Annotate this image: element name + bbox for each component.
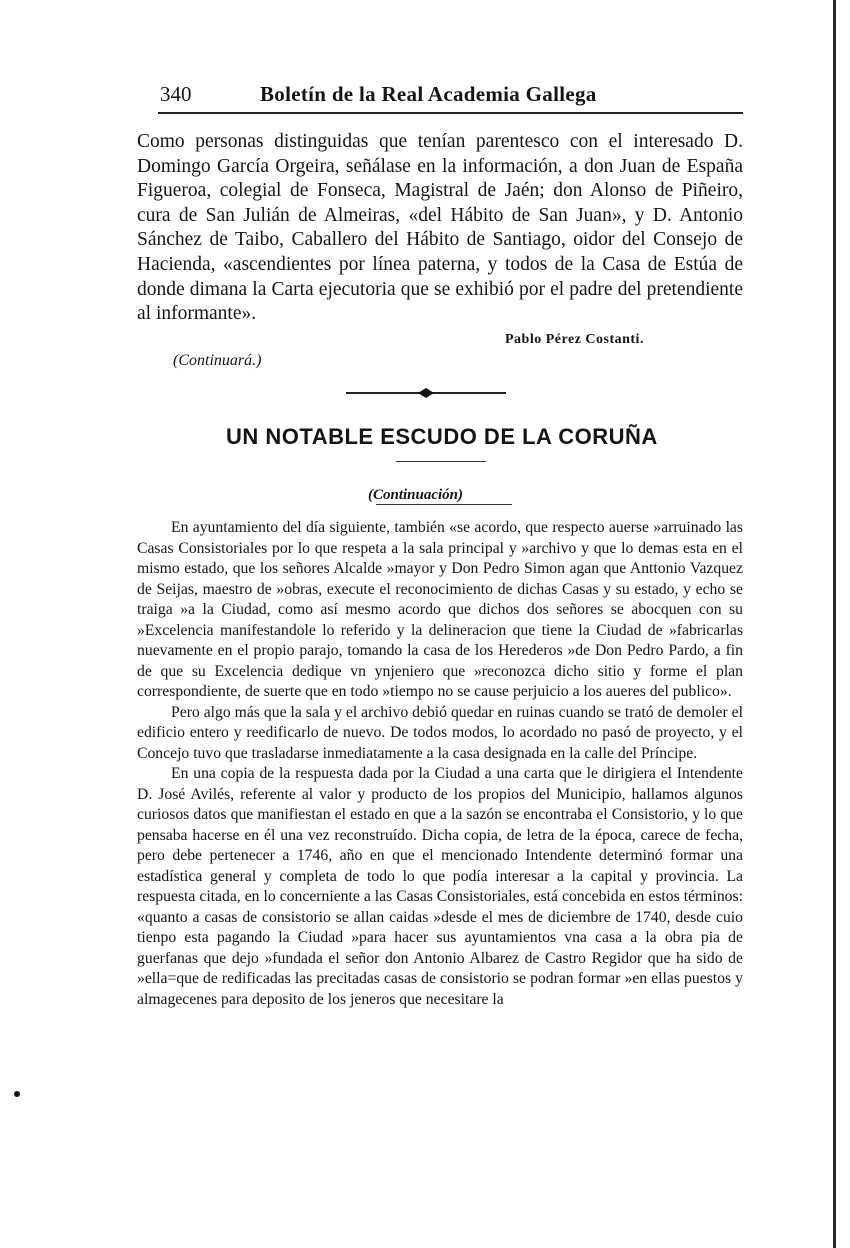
previous-article-ending	[137, 130, 743, 327]
article-body	[137, 518, 743, 1010]
body-paragraph: En una copia de la respuesta dada por la Ciudad a una carta que le dirigiera el Intendente D. José Avilés, referente al valor y producto de los propios del Municipio, hallamos algunos curiosos datos que manifiestan el estado en que a la sazón se encontraba el Consistorio, y lo que pensaba hacerse en él una vez reconstruído. Dicha copia, de letra de la época, carece de fecha, pero debe pertenecer a 1746, año en que el mencionado Intendente determinó formar una estadística general y completa de todo lo que podía interesar a la capital y provincia. La respuesta citada, en lo concerniente a las Casas Consistoriales, está concebida en estos términos: «quanto a casas de consistorio se allan caidas »desde el mes de diciembre de 1740, desde cuio tienpo esta pagando la Ciudad »para hacer sus ayuntamientos vna casa a la obra pia de guerfanas que dejo »fundada el señor don Antonio Albarez de Castro Regidor que ha sido de »ella=que de redificadas las precitadas casas de consistorio se podran formar »en ellas puestos y almagecenes para deposito de los jeneros que necesitare la	[137, 765, 743, 1008]
margin-ink-dot	[14, 1091, 20, 1097]
journal-title: Boletín de la Real Academia Gallega	[260, 82, 597, 106]
header-rule	[158, 112, 743, 114]
page-number: 340	[160, 82, 192, 106]
page-edge-rule	[833, 0, 836, 1248]
author-signature: Pablo Pérez Costanti.	[505, 332, 644, 347]
subtitle-underline	[376, 504, 512, 505]
running-header	[160, 82, 743, 110]
article-subtitle: (Continuación)	[368, 487, 464, 503]
previous-article-paragraph: Como personas distinguidas que tenían parentesco con el interesado D. Domingo García Orgeira, señálase en la información, a don Juan de España Figueroa, colegial de Fonseca, Magistral de Jaén; don Alonso de Piñeiro, cura de San Julián de Almeiras, «del Hábito de San Juan», y D. Antonio Sánchez de Taibo, Caballero del Hábito de Santiago, oidor del Consejo de Hacienda, «ascendientes por línea paterna, y todos de la Casa de Estúa de donde dimana la Carta ejecutoria que se exhibió por el padre del pretendiente al informante».	[137, 131, 743, 325]
title-rule	[396, 461, 486, 462]
continues-note: (Continuará.)	[173, 352, 262, 369]
body-paragraph: En ayuntamiento del día siguiente, también «se acordo, que respecto auerse »arruinado las Casas Consistoriales por lo que respeta a la sala principal y »archivo y que lo demas esta en el mismo estado, que los señores Alcalde »mayor y Don Pedro Simon agan que Anttonio Vazquez de Seijas, maestro de »obras, execute el reconocimiento de dichas Casas y su estado, y echo se traiga »a la Ciudad, como así mesmo acordo que dichos dos señores se abocquen con su »Excelencia manifestandole lo referido y la delineracion que tiene la Ciudad de »fabricarlas nuevamente en el propio parajo, tomando la casa de los Herederos »de Don Pedro Pardo, a fin de que su Excelencia dedique vn ynjeniero que »reconozca dicho sitio y forme el plan correspondiente, de suerte que en todo »tiempo no se cause perjuicio a los aueres del publico».	[137, 519, 743, 700]
article-title: UN NOTABLE ESCUDO DE LA CORUÑA	[226, 424, 658, 449]
body-paragraph: Pero algo más que la sala y el archivo debió quedar en ruinas cuando se trató de demoler el edificio entero y reedificarlo de nuevo. De todos modos, lo acordado no pasó de proyecto, y el Concejo tuvo que trasladarse inmediatamente a la casa designada en la calle del Príncipe.	[137, 703, 743, 762]
section-divider-ornament	[346, 386, 506, 400]
